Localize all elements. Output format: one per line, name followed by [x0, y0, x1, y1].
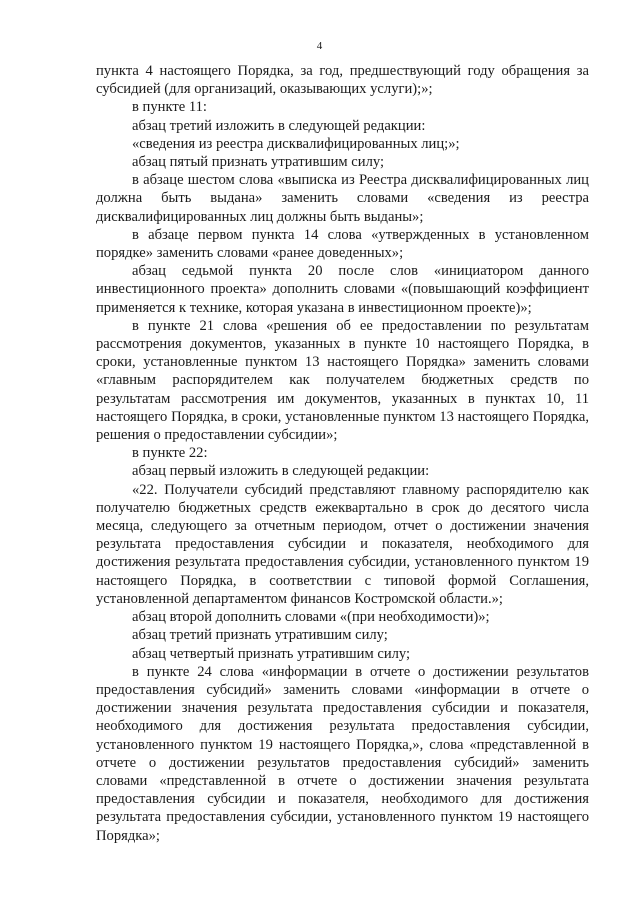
- paragraph-10: в пункте 22:: [132, 445, 208, 462]
- paragraph-12: «22. Получатели субсидий представляют главному распорядителю как получателю бюджетных средств ежеквартально в срок до десятого числа месяца, следующего за отчетным периодом, отчет о достижении значения результата предоставления субсидии и показателя, необходимого для достижения результата предоставления субсидии, установленного пунктом 19 настоящего Порядка, в соответствии с типовой формой Соглашения, установленной департаментом финансов Костромской области.»;: [96, 481, 589, 607]
- paragraph-6: в абзаце шестом слова «выписка из Реестра дисквалифицированных лиц должна быть выдана» заменить словами «сведения из реестра дисквалифицированных лиц должны быть выданы»;: [96, 172, 589, 225]
- paragraph-14: абзац третий признать утратившим силу;: [132, 627, 388, 644]
- paragraph-1: пункта 4 настоящего Порядка, за год, предшествующий году обращения за субсидией (для организаций, оказывающих услуги);»;: [96, 63, 589, 98]
- document-body: [96, 62, 589, 845]
- paragraph-5: абзац пятый признать утратившим силу;: [132, 154, 385, 171]
- page-number: 4: [316, 40, 323, 52]
- paragraph-16: в пункте 24 слова «информации в отчете о достижении результатов предоставления субсидий» заменить словами «информации в отчете о достижении значения результата предоставления субсидии и показателя, необходимого для достижения результата предоставления субсидии, установленного пунктом 19 настоящего Порядка,», слова «представленной в отчете о достижении результатов предоставления субсидий» заменить словами «представленной в отчете о достижении значения результата предоставления субсидии и показателя, необходимого для достижения результата предоставления субсидии, установленного пунктом 19 настоящего Порядка»;: [96, 663, 589, 844]
- paragraph-15: абзац четвертый признать утратившим силу;: [132, 645, 411, 662]
- paragraph-8: абзац седьмой пункта 20 после слов «инициатором данного инвестиционного проекта» дополнить словами «(повышающий коэффициент применяется к технике, которая указана в инвестиционном проекте)»;: [96, 263, 589, 316]
- paragraph-4: «сведения из реестра дисквалифицированных лиц;»;: [132, 135, 460, 152]
- paragraph-13: абзац второй дополнить словами «(при необходимости)»;: [132, 609, 490, 626]
- paragraph-11: абзац первый изложить в следующей редакции:: [132, 463, 430, 480]
- paragraph-9: в пункте 21 слова «решения об ее предоставлении по результатам рассмотрения документов, указанных в пункте 10 настоящего Порядка, в сроки, установленные пунктом 13 настоящего Порядка» заменить словами «главным распорядителем как получателем бюджетных средств по результатам рассмотрения им документов, указанных в пунктах 10, 11 настоящего Порядка, в сроки, установленные пунктом 13 настоящего Порядка, решения о предоставлении субсидии»;: [96, 317, 589, 444]
- paragraph-3: абзац третий изложить в следующей редакции:: [132, 117, 426, 134]
- paragraph-2: в пункте 11:: [132, 99, 207, 116]
- paragraph-7: в абзаце первом пункта 14 слова «утвержденных в установленном порядке» заменить словами «ранее доведенных»;: [96, 226, 589, 262]
